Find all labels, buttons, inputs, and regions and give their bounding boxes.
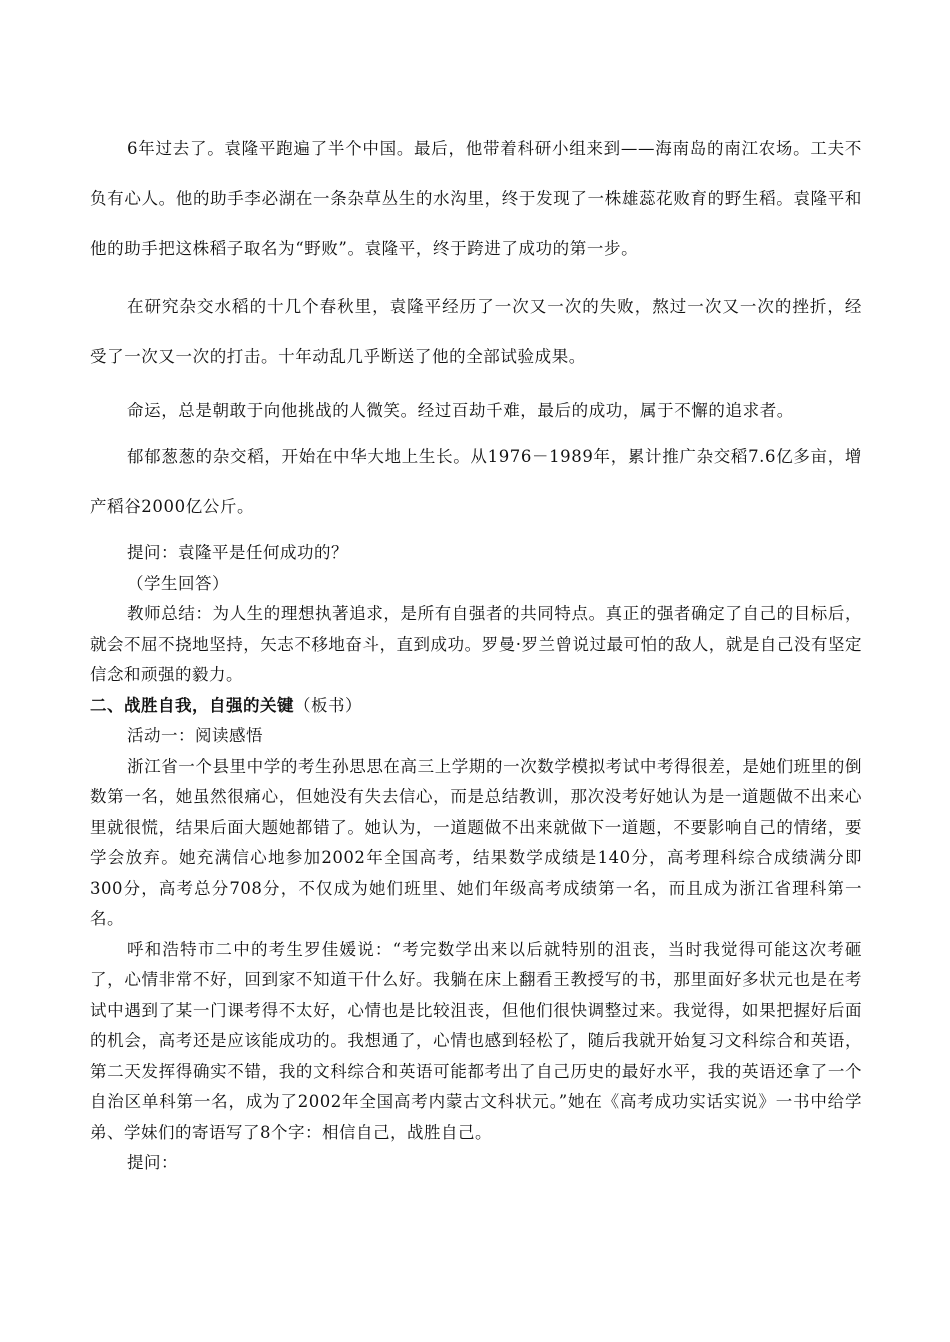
section-heading-title: 二、战胜自我，自强的关键: [90, 695, 294, 715]
lesson-discussion: [90, 538, 862, 1179]
student-answer-note: （学生回答）: [127, 573, 229, 593]
activity-label: 活动一：阅读感悟: [127, 726, 263, 745]
teacher-summary: 教师总结：为人生的理想执著追求，是所有自强者的共同特点。真正的强者确定了自己的目标后，就会不屈不挠地坚持，矢志不移地奋斗，直到成功。罗曼·罗兰曾说过最可怕的敌人，就是自己没有坚定信念和顽强的毅力。: [90, 604, 862, 684]
story-sun-sisi: 浙江省一个县里中学的考生孙思思在高三上学期的一次数学模拟考试中考得很差，是她们班里的倒数第一名，她虽然很痛心，但她没有失去信心，而是总结教训，那次没考好她认为是一道题做不出来心里就很慌，结果后面大题她都错了。她认为，一道题做不出来就做下一道题，不要影响自己的情绪，要学会放弃。她充满信心地参加2002年全国高考，结果数学成绩是140分，高考理科综合成绩满分即300分，高考总分708分，不仅成为她们班里、她们年级高考成绩第一名，而且成为浙江省理科第一名。: [90, 756, 862, 928]
story-luo-jiayuan: 呼和浩特市二中的考生罗佳媛说：“考完数学出来以后就特别的沮丧，当时我觉得可能这次考砸了，心情非常不好，回到家不知道干什么好。我躺在床上翻看王教授写的书，那里面好多状元也是在考试中遇到了某一门课考得不太好，心情也是比较沮丧，但他们很快调整过来。我觉得，如果把握好后面的机会，高考还是应该能成功的。我想通了，心情也感到轻松了，随后我就开始复习文科综合和英语，第二天发挥得确实不错，我的文科综合和英语可能都考出了自己历史的最好水平，我的英语还拿了一个自治区单科第一名，成为了2002年全国高考内蒙古文科状元。”她在《高考成功实话实说》一书中给学弟、学妹们的寄语写了8个字：相信自己，战胜自己。: [90, 939, 862, 1142]
question-how-success: 提问：袁隆平是任何成功的？: [127, 543, 348, 562]
paragraph-hybrid-rice-growth: 郁郁葱葱的杂交稻，开始在中华大地上生长。从1976－1989年，累计推广杂交稻7.6亿多亩，增产稻谷2000亿公斤。: [90, 447, 862, 516]
question-followup: 提问：: [127, 1153, 178, 1172]
paragraph-wild-rice-discovery: 6年过去了。袁隆平跑遍了半个中国。最后，他带着科研小组来到——海南岛的南江农场。工夫不负有心人。他的助手李必湖在一条杂草丛生的水沟里，终于发现了一株雄蕊花败育的野生稻。袁隆平和他的助手把这株稻子取名为“野败”。袁隆平，终于跨进了成功的第一步。: [90, 139, 862, 258]
section-heading-note: （板书）: [294, 695, 362, 715]
section-heading: [90, 691, 862, 722]
story-yuan-longping: [90, 124, 862, 540]
paragraph-fate: 命运，总是朝敢于向他挑战的人微笑。经过百劫千难，最后的成功，属于不懈的追求者。: [127, 401, 794, 420]
paragraph-setbacks: 在研究杂交水稻的十几个春秋里，袁隆平经历了一次又一次的失败，熬过一次又一次的挫折，经受了一次又一次的打击。十年动乱几乎断送了他的全部试验成果。: [90, 297, 862, 366]
